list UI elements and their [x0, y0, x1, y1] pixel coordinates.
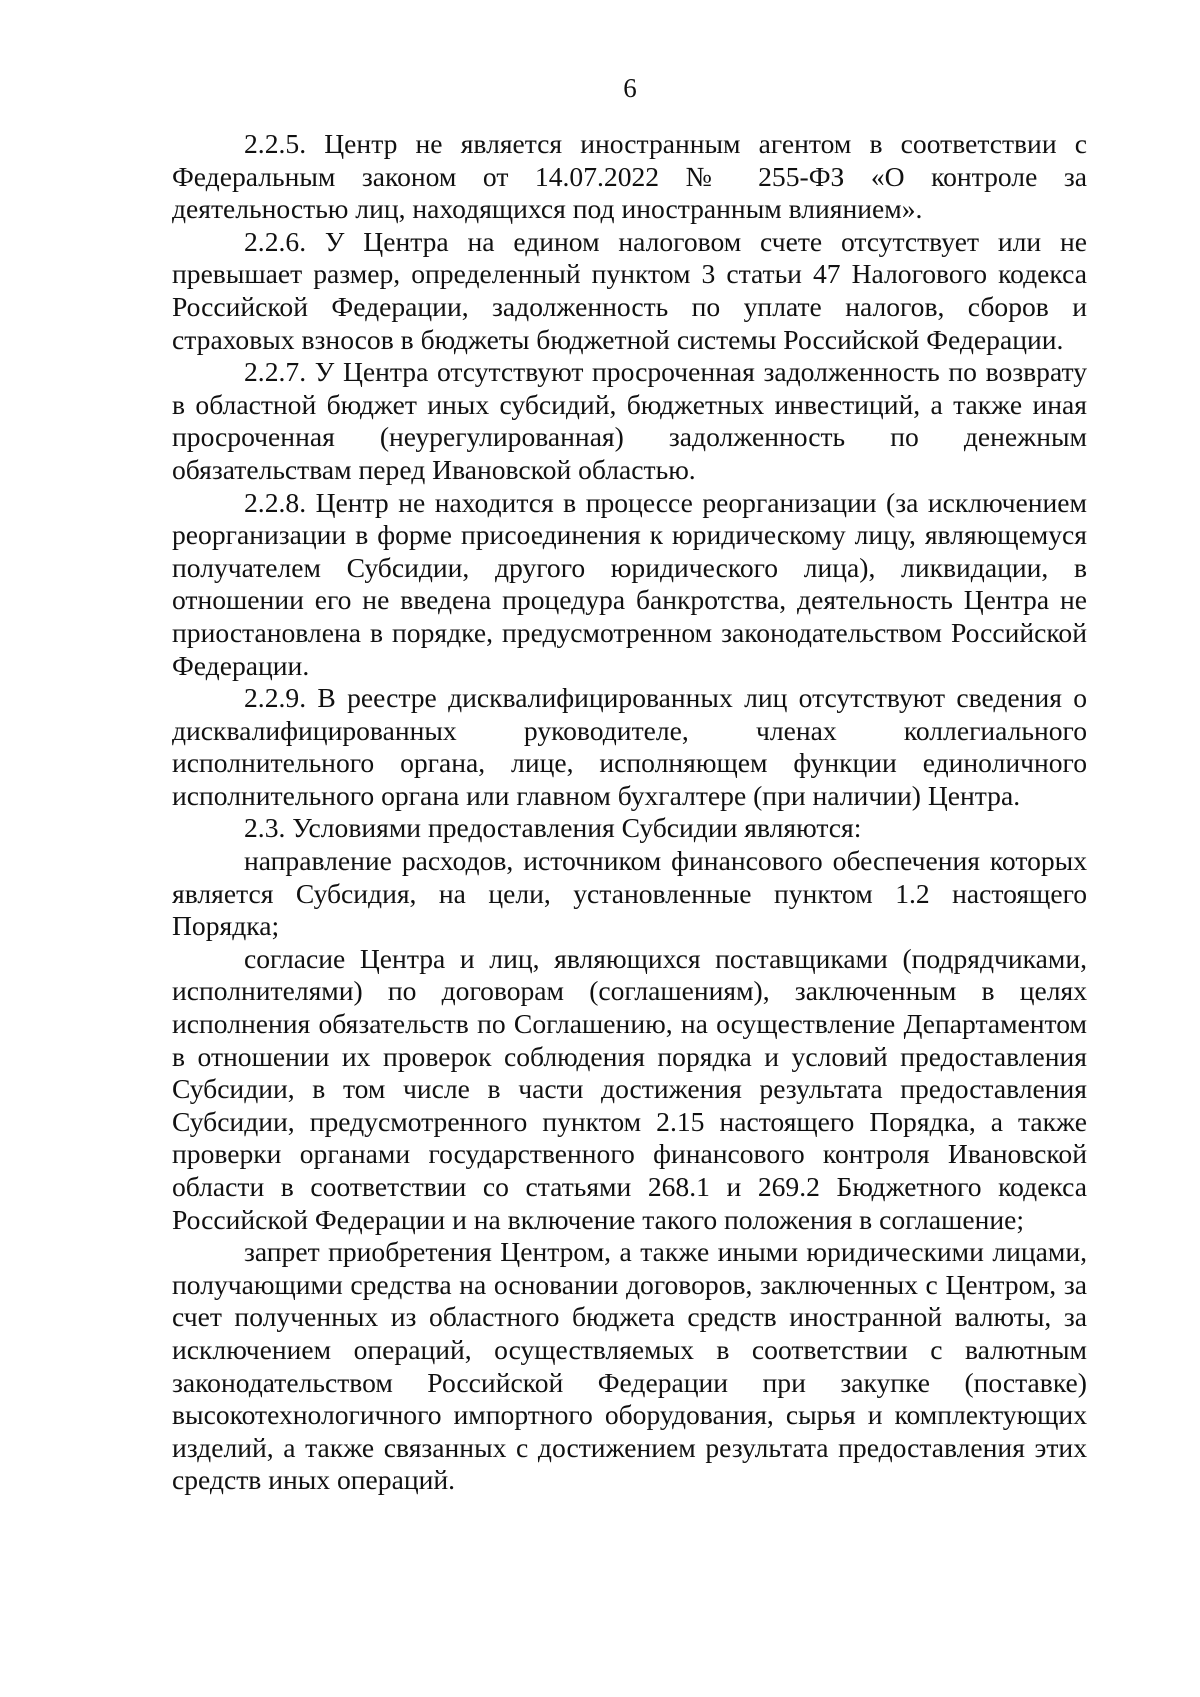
paragraph-2-2-6: 2.2.6. У Центра на едином налоговом счете отсутствует или не превышает размер, определенный пунктом 3 статьи 47 Налогового кодекса Российской Федерации, задолженность по уплате налогов, сборов и страховых взносов в бюджеты бюджетной системы Российской Федерации. — [172, 225, 1087, 355]
document-body — [172, 128, 1087, 1497]
page-number: 6 — [623, 73, 637, 103]
paragraph-2-2-7: 2.2.7. У Центра отсутствуют просроченная задолженность по возврату в областной бюджет иных субсидий, бюджетных инвестиций, а также иная просроченная (неурегулированная) задолженность по денежным обязательствам перед Ивановской областью. — [172, 356, 1087, 485]
paragraph-2-2-9: 2.2.9. В реестре дисквалифицированных лиц отсутствуют сведения о дисквалифицированных руководителе, членах коллегиального исполнительного органа, лице, исполняющем функции единоличного исполнительного органа или главном бухгалтере (при наличии) Центра. — [172, 682, 1087, 811]
paragraph-condition-consent: согласие Центра и лиц, являющихся поставщиками (подрядчиками, исполнителями) по договорам (соглашениям), заключенным в целях исполнения обязательств по Соглашению, на осуществление Департаментом в отношении их проверок соблюдения порядка и условий предоставления Субсидии, в том числе в части достижения результата предоставления Субсидии, предусмотренного пунктом 2.15 настоящего Порядка, а также проверки органами государственного финансового контроля Ивановской области в соответствии со статьями 268.1 и 269.2 Бюджетного кодекса Российской Федерации и на включение такого положения в соглашение; — [172, 942, 1087, 1235]
paragraph-condition-expenses: направление расходов, источником финансового обеспечения которых является Субсидия, на цели, установленные пунктом 1.2 настоящего Порядка; — [172, 845, 1087, 942]
paragraph-2-2-5: 2.2.5. Центр не является иностранным агентом в соответствии с Федеральным законом от 14.07.2022 № 255-ФЗ «О контроле за деятельностью лиц, находящихся под иностранным влиянием». — [172, 128, 1087, 225]
paragraph-2-2-8: 2.2.8. Центр не находится в процессе реорганизации (за исключением реорганизации в форме присоединения к юридическому лицу, являющемуся получателем Субсидии, другого юридического лица), ликвидации, в отношении его не введена процедура банкротства, деятельность Центра не приостановлена в порядке, предусмотренном законодательством Российской Федерации. — [172, 486, 1087, 681]
paragraph-2-3: 2.3. Условиями предоставления Субсидии являются: — [244, 812, 862, 844]
paragraph-condition-currency-ban: запрет приобретения Центром, а также иными юридическими лицами, получающими средства на основании договоров, заключенных с Центром, за счет полученных из областного бюджета средств иностранной валюты, за исключением операций, осуществляемых в соответствии с валютным законодательством Российской Федерации при закупке (поставке) высокотехнологичного импортного оборудования, сырья и комплектующих изделий, а также связанных с достижением результата предоставления этих средств иных операций. — [172, 1236, 1087, 1496]
